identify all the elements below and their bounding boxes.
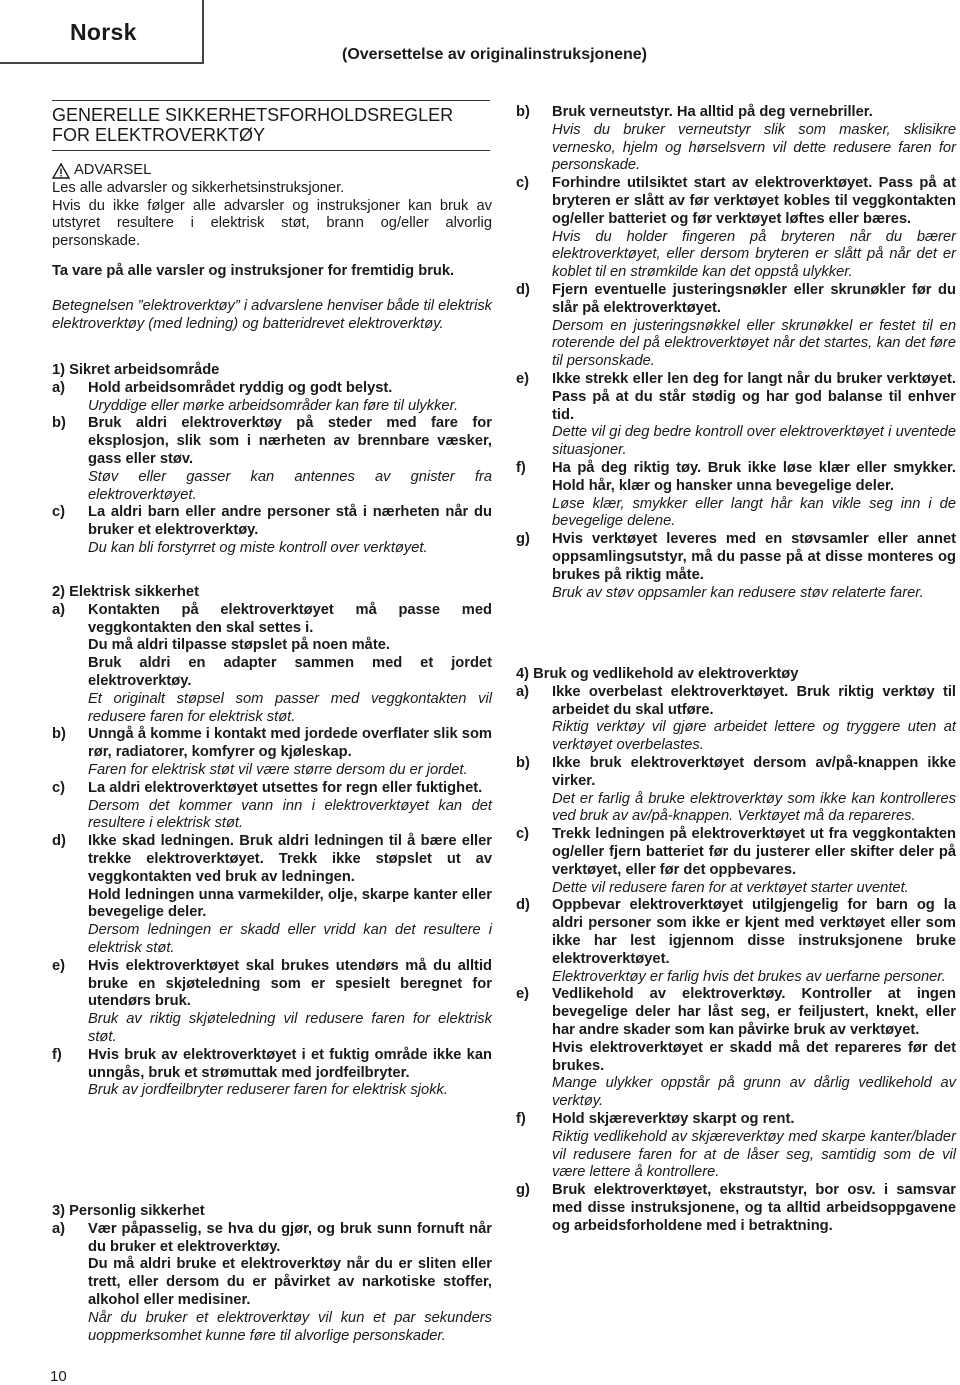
list-item: e) Ikke strekk eller len deg for langt når du bruker verktøyet. Pass på at du står stødig og har god balanse til enhver tid. Dette vil gi deg bedre kontroll over elektroverktøyet i uventede situasjoner. xyxy=(516,370,956,459)
warning-block xyxy=(52,162,492,251)
warning-header xyxy=(52,162,492,180)
list-item: g) Bruk elektroverktøyet, ekstrautstyr, bor osv. i samsvar med disse instruksjonene, og ta alltid arbeidsoppgavene og arbeidsforholdene med i betraktning. xyxy=(516,1182,956,1234)
warning-label: ADVARSEL xyxy=(74,162,152,178)
list-item: c) Trekk ledningen på elektroverktøyet ut fra veggkontakten og/eller fjern batteriet før du justerer eller skifter deler på verktøyet, eller før det oppbevares. Dette vil redusere faren for at verktøyet starter uventet. xyxy=(516,826,956,896)
list-item: b) Ikke bruk elektroverktøyet dersom av/på-knappen ikke virker. Det er farlig å bruke elektroverktøy som ikke kan kontrolleres ved bruk av av/på-knappen. Verktøyet må da repareres. xyxy=(516,754,956,825)
language-tab xyxy=(0,0,204,64)
intro: Les alle advarsler og sikkerhetsinstruksjoner. xyxy=(52,179,345,196)
section-2 xyxy=(52,584,492,1100)
list-item: a) Vær påpasselig, se hva du gjør, og bruk sunn fornuft når du bruker et elektroverktøy. Du må aldri bruke et elektroverktøy når du er sliten eller trett, eller dersom du er påvirket av narkotiske stoffer, alkohol eller medisiner. Når du bruker et elektroverktøy vil kun et par sekunders uoppmerksomhet kunne føre til alvorlige personskader. xyxy=(52,1220,492,1344)
section-1 xyxy=(52,362,492,558)
list-item: f) Hvis bruk av elektroverktøyet i et fuktig område ikke kan unngås, bruk et strømuttak med jordfeilbryter. Bruk av jordfeilbryter reduserer faren for elektrisk sjokk. xyxy=(52,1046,492,1099)
list-item: f) Ha på deg riktig tøy. Bruk ikke løse klær eller smykker. Hold hår, klær og hansker unna bevegelige deler. Løse klær, smykker eller langt hår kan vikle seg inn i de bevegelige delene. xyxy=(516,459,956,530)
list-item: d) Oppbevar elektroverktøyet utilgjengelig for barn og la aldri personer som ikke er kjent med verktøyet eller som ikke har lest igjennom disse instruksjonene bruke elektroverktøyet. Elektroverktøy er farlig hvis det brukes av uerfarne personer. xyxy=(516,897,956,985)
list-item: c) Forhindre utilsiktet start av elektroverktøyet. Pass på at bryteren er slått av før verktøyet kobles til veggkontakten og/eller batteriet og før verktøyet løftes eller bæres. Hvis du holder fingeren på bryteren når du bærer elektroverktøyet, eller dersom bryteren er slått på når det er koblet til en strømkilde kan det oppstå ulykker. xyxy=(516,175,956,281)
list-item: d) Fjern eventuelle justeringsnøkler eller skrunøkler før du slår på elektroverktøyet. Dersom en justeringsnøkkel eller skrunøkkel er festet til en roterende del på elektroverktøyet når det startes, kan det føre til personskade. xyxy=(516,281,956,370)
list-item: a) Hold arbeidsområdet ryddig og godt belyst. Uryddige eller mørke arbeidsområder kan føre til ulykker. xyxy=(52,379,459,414)
list-item: f) Hold skjæreverktøy skarpt og rent. Riktig vedlikehold av skjæreverktøy med skarpe kanter/blader vil redusere faren for at de låser seg, samtidig som de vil være lettere å kontrollere. xyxy=(516,1110,956,1181)
intro-text: Hvis du ikke følger alle advarsler og instruksjoner kan bruk av utstyret resultere i elektrisk støt, brann og/eller alvorlig personskade. xyxy=(52,197,492,250)
list-item: e) Hvis elektroverktøyet skal brukes utendørs må du alltid bruke en skjøteledning som er spesielt beregnet for utendørs bruk. Bruk av riktig skjøteledning vil redusere faren for elektrisk støt. xyxy=(52,957,492,1045)
list-item: a) Ikke overbelast elektroverktøyet. Bruk riktig verktøy til arbeidet du skal utføre. Riktig verktøy vil gjøre arbeidet lettere og tryggere uten at verktøyet overbelastes. xyxy=(516,683,956,754)
section-1-title: 1) Sikret arbeidsområde xyxy=(52,362,220,378)
warning-triangle-icon xyxy=(52,163,70,179)
list-item: b) Bruk verneutstyr. Ha alltid på deg vernebriller. Hvis du bruker verneutstyr slik som masker, sklisikre vernesko, hjelm og hørselsvern vil dette redusere faren for personskade. xyxy=(516,104,956,174)
list-item: e) Vedlikehold av elektroverktøy. Kontroller at ingen bevegelige deler har låst seg, er feiljustert, knekt, eller har andre skader som kan påvirke bruk av verktøyet. Hvis elektroverktøyet er skadd må det repareres før det brukes. Mange ulykker oppstår på grunn av dårlig vedlikehold av verktøy. xyxy=(516,986,956,1110)
list-item: a) Kontakten på elektroverktøyet må passe med veggkontakten den skal settes i. Du må aldri tilpasse støpslet på noen måte. Bruk aldri en adapter sammen med et jordet elektroverktøy. Et originalt støpsel som passer med veggkontakten vil redusere faren for elektrisk støt. xyxy=(52,601,492,725)
section-2-title: 2) Elektrisk sikkerhet xyxy=(52,584,199,600)
section-heading xyxy=(52,100,490,151)
section-4-title: 4) Bruk og vedlikehold av elektroverktøy xyxy=(516,666,799,682)
language-label: Norsk xyxy=(70,19,137,45)
section-3-title: 3) Personlig sikkerhet xyxy=(52,1203,205,1219)
heading-line-1: GENERELLE SIKKERHETSFORHOLDSREGLER xyxy=(52,105,454,125)
page-number: 10 xyxy=(50,1368,67,1385)
keep-instructions: Ta vare på alle varsler og instruksjoner for fremtidig bruk. xyxy=(52,263,455,279)
list-item: g) Hvis verktøyet leveres med en støvsamler eller annet oppsamlingsutstyr, må du passe på at disse monteres og brukes på riktig måte. Bruk av støv oppsamler kan redusere støv relaterte farer. xyxy=(516,531,956,601)
section-3-continued xyxy=(516,104,956,602)
term-definition: Betegnelsen ”elektroverktøy” i advarslene henviser både til elektrisk elektroverktøy (med ledning) og batteridrevet elektroverktøy. xyxy=(52,298,493,332)
list-item: c) La aldri elektroverktøyet utsettes for regn eller fuktighet. Dersom det kommer vann inn i elektroverktøyet kan det resultere i elektrisk støt. xyxy=(52,779,492,832)
list-item: d) Ikke skad ledningen. Bruk aldri ledningen til å bære eller trekke elektroverktøyet. Trekk ikke støpslet ut av veggkontakten ved bruk av ledningen. Hold ledningen unna varmekilder, olje, skarpe kanter eller bevegelige deler. Dersom ledningen er skadd eller vridd kan det resultere i elektrisk støt. xyxy=(52,833,492,956)
section-3 xyxy=(52,1203,492,1345)
heading-line-2: FOR ELEKTROVERKTØY xyxy=(52,124,266,145)
section-4 xyxy=(516,666,956,1236)
subtitle: (Oversettelse av originalinstruksjonene) xyxy=(342,46,647,63)
list-item: b) Bruk aldri elektroverktøy på steder med fare for eksplosjon, slik som i nærheten av brennbare væsker, gass eller støv. Støv eller gasser kan antennes av gnister fra elektroverktøyet. xyxy=(52,415,492,503)
list-item: b) Unngå å komme i kontakt med jordede overflater slik som rør, radiatorer, komfyrer og kjøleskap. Faren for elektrisk støt vil være større dersom du er jordet. xyxy=(52,726,492,778)
list-item: c) La aldri barn eller andre personer stå i nærheten når du bruker et elektroverktøy. Du kan bli forstyrret og miste kontroll over verktøyet. xyxy=(52,504,492,556)
